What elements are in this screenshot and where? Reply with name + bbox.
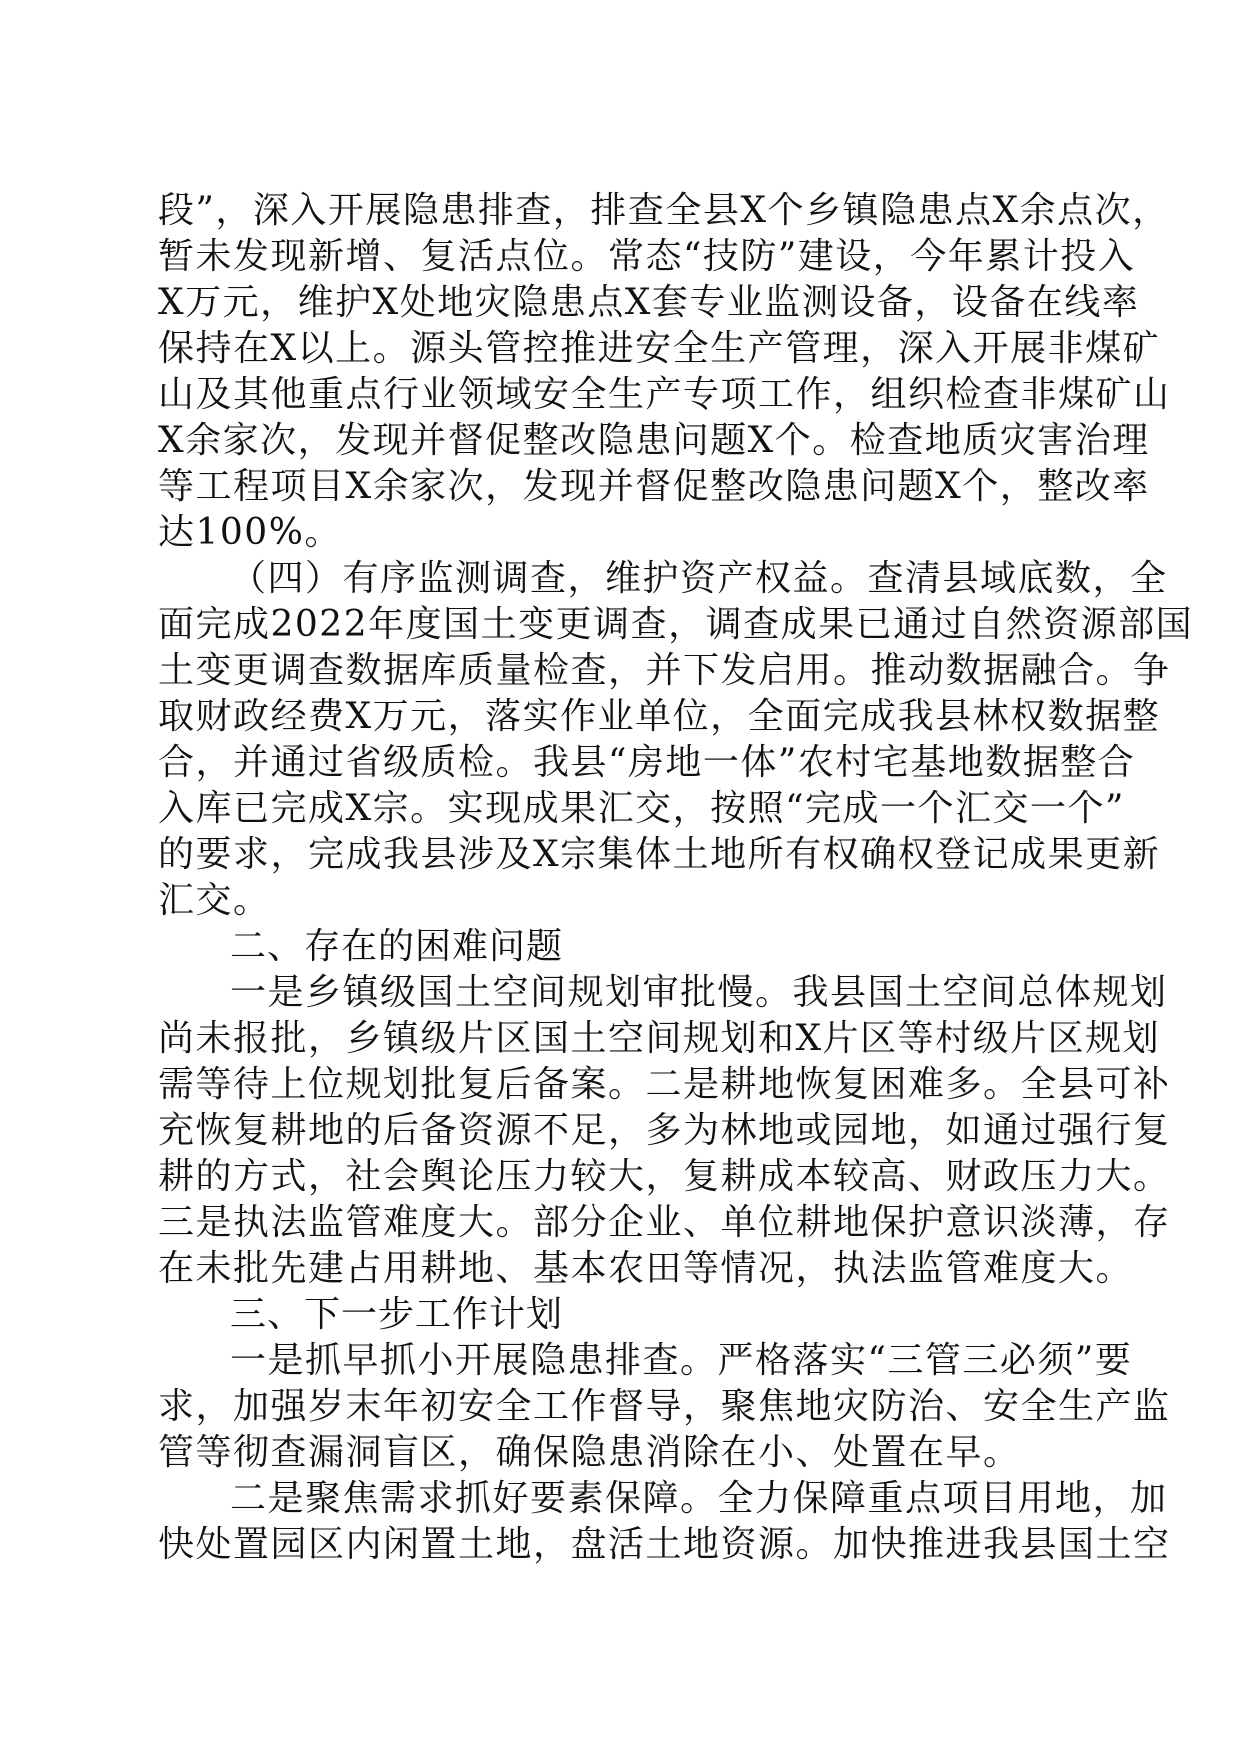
text-line: 段”，深入开展隐患排查，排查全县X个乡镇隐患点X余点次， xyxy=(158,190,1170,231)
text-line: 三是执法监管难度大。部分企业、单位耕地保护意识淡薄，存 xyxy=(158,1202,1171,1243)
text-line: 取财政经费X万元，落实作业单位，全面完成我县林权数据整 xyxy=(158,696,1161,737)
text-line: 二是聚焦需求抓好要素保障。全力保障重点项目用地，加 xyxy=(230,1478,1168,1519)
text-line: 在未批先建占用耕地、基本农田等情况，执法监管难度大。 xyxy=(158,1248,1134,1289)
text-line: 入库已完成X宗。实现成果汇交，按照“完成一个汇交一个” xyxy=(158,788,1125,829)
text-line: 等工程项目X余家次，发现并督促整改隐患问题X个，整改率 xyxy=(158,466,1150,507)
text-line: 达100%。 xyxy=(158,512,342,553)
text-line: 暂未发现新增、复活点位。常态“技防”建设，今年累计投入 xyxy=(158,236,1136,277)
text-line: 一是乡镇级国土空间规划审批慢。我县国土空间总体规划 xyxy=(230,972,1168,1013)
text-line: 面完成2022年度国土变更调查，调查成果已通过自然资源部国 xyxy=(158,604,1194,645)
text-line: 土变更调查数据库质量检查，并下发启用。推动数据融合。争 xyxy=(158,650,1171,691)
text-line: 尚未报批，乡镇级片区国土空间规划和X片区等村级片区规划 xyxy=(158,1018,1161,1059)
text-line: 山及其他重点行业领域安全生产专项工作，组织检查非煤矿山 xyxy=(158,374,1171,415)
text-line: 快处置园区内闲置土地，盘活土地资源。加快推进我县国土空 xyxy=(158,1524,1171,1565)
section-heading: 二、存在的困难问题 xyxy=(230,926,564,967)
text-line: 耕的方式，社会舆论压力较大，复耕成本较高、财政压力大。 xyxy=(158,1156,1171,1197)
text-line: X万元，维护X处地灾隐患点X套专业监测设备，设备在线率 xyxy=(158,282,1140,323)
text-line: 需等待上位规划批复后备案。二是耕地恢复困难多。全县可补 xyxy=(158,1064,1171,1105)
text-line: 充恢复耕地的后备资源不足，多为林地或园地，如通过强行复 xyxy=(158,1110,1171,1151)
text-line: 保持在X以上。源头管控推进安全生产管理，深入开展非煤矿 xyxy=(158,328,1161,369)
text-line: 一是抓早抓小开展隐患排查。严格落实“三管三必须”要 xyxy=(230,1340,1133,1381)
section-heading: 三、下一步工作计划 xyxy=(230,1294,564,1335)
text-line: 合，并通过省级质检。我县“房地一体”农村宅基地数据整合 xyxy=(158,742,1136,783)
document-body xyxy=(158,188,1194,1568)
text-line: X余家次，发现并督促整改隐患问题X个。检查地质灾害治理 xyxy=(158,420,1150,461)
text-line: 求，加强岁末年初安全工作督导，聚焦地灾防治、安全生产监 xyxy=(158,1386,1171,1427)
text-line: 汇交。 xyxy=(158,880,271,921)
text-line: 的要求，完成我县涉及X宗集体土地所有权确权登记成果更新 xyxy=(158,834,1161,875)
text-line: （四）有序监测调查，维护资产权益。查清县域底数，全 xyxy=(230,558,1168,599)
text-line: 管等彻查漏洞盲区，确保隐患消除在小、处置在早。 xyxy=(158,1432,1021,1473)
